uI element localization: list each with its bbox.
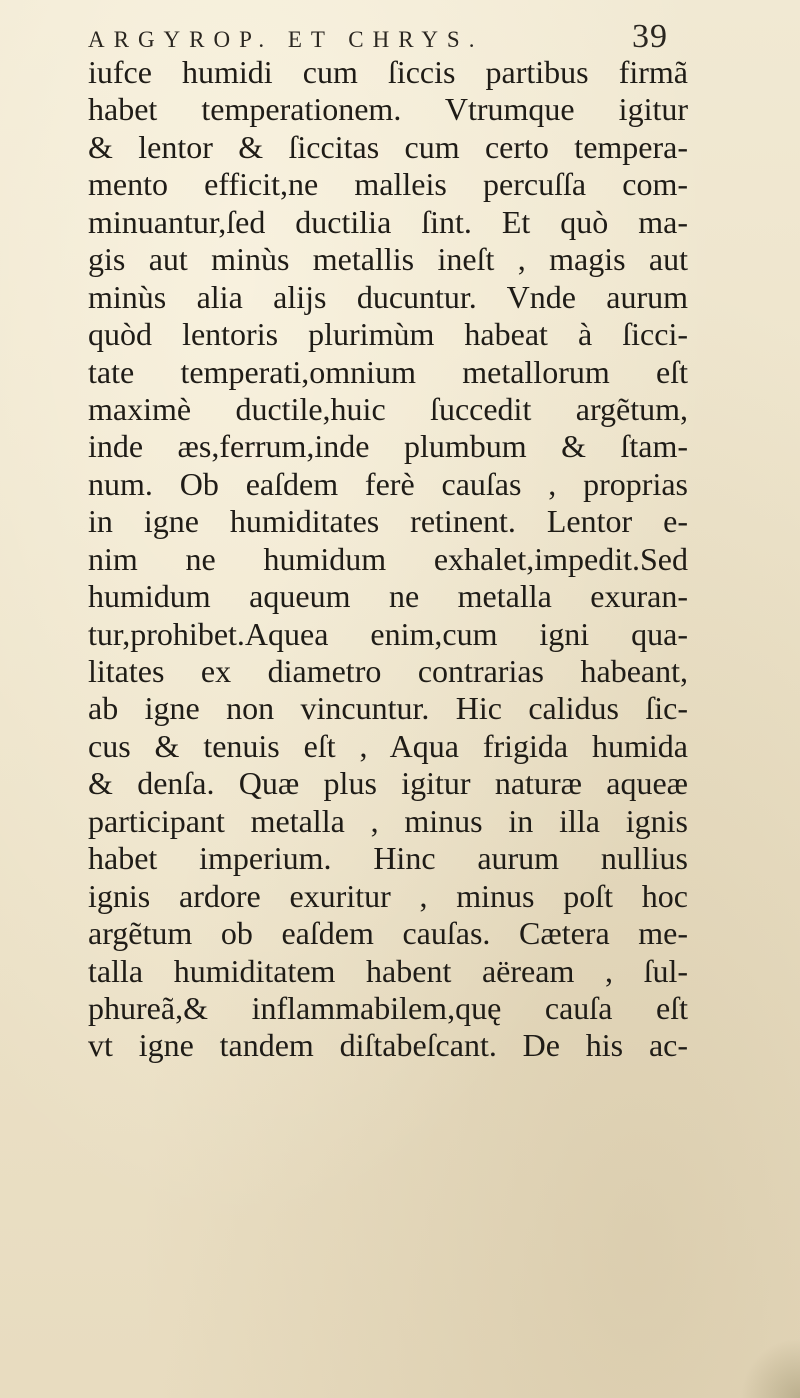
text-line-7: minùs alia alijs ducuntur. Vnde aurum — [88, 278, 688, 315]
text-line-2: habet temperationem. Vtrumque igitur — [88, 91, 688, 128]
text-line-5: minuantur,ſed ductilia ſint. Et quò ma- — [88, 203, 688, 240]
body-text — [88, 54, 688, 1065]
text-line-4: mento efficit,ne malleis percuſſa com- — [88, 166, 688, 203]
text-line-26: phureã,& inflammabilem,quę cauſa eſt — [88, 989, 688, 1026]
text-line-21: participant metalla , minus in illa ignis — [88, 802, 688, 839]
text-line-6: gis aut minùs metallis ineſt , magis aut — [88, 241, 688, 278]
text-line-8: quòd lentoris plurimùm habeat à ſicci- — [88, 316, 688, 353]
text-line-18: ab igne non vincuntur. Hic calidus ſic- — [88, 690, 688, 727]
text-line-24: argẽtum ob eaſdem cauſas. Cætera me- — [88, 915, 688, 952]
text-line-23: ignis ardore exuritur , minus poſt hoc — [88, 877, 688, 914]
text-line-13: in igne humiditates retinent. Lentor e- — [88, 503, 688, 540]
text-line-22: habet imperium. Hinc aurum nullius — [88, 840, 688, 877]
text-line-9: tate temperati,omnium metallorum eſt — [88, 353, 688, 390]
page-number: 39 — [632, 18, 668, 55]
text-line-3: & lentor & ſiccitas cum certo tempera- — [88, 128, 688, 165]
text-line-16: tur,prohibet.Aquea enim,cum igni qua- — [88, 615, 688, 652]
text-line-11: inde æs,ferrum,inde plumbum & ſtam- — [88, 428, 688, 465]
running-head — [88, 18, 668, 58]
text-line-1: iufce humidi cum ſiccis partibus firmã — [88, 54, 688, 90]
text-line-19: cus & tenuis eſt , Aqua frigida humida — [88, 727, 688, 764]
text-line-20: & denſa. Quæ plus igitur naturæ aqueæ — [88, 765, 688, 802]
text-line-27: vt igne tandem diſtabeſcant. De his ac- — [88, 1027, 688, 1064]
text-line-25: talla humiditatem habent aëream , ſul- — [88, 952, 688, 989]
text-line-10: maximè ductile,huic ſuccedit argẽtum, — [88, 390, 688, 427]
text-line-12: num. Ob eaſdem ferè cauſas , proprias — [88, 465, 688, 502]
text-line-17: litates ex diametro contrarias habeant, — [88, 653, 688, 689]
running-title: ARGYROP. ET CHRYS. — [88, 27, 484, 52]
paper-stain — [740, 1338, 800, 1398]
text-line-15: humidum aqueum ne metalla exuran- — [88, 578, 688, 615]
text-line-14: nim ne humidum exhalet,impedit.Sed — [88, 540, 688, 577]
